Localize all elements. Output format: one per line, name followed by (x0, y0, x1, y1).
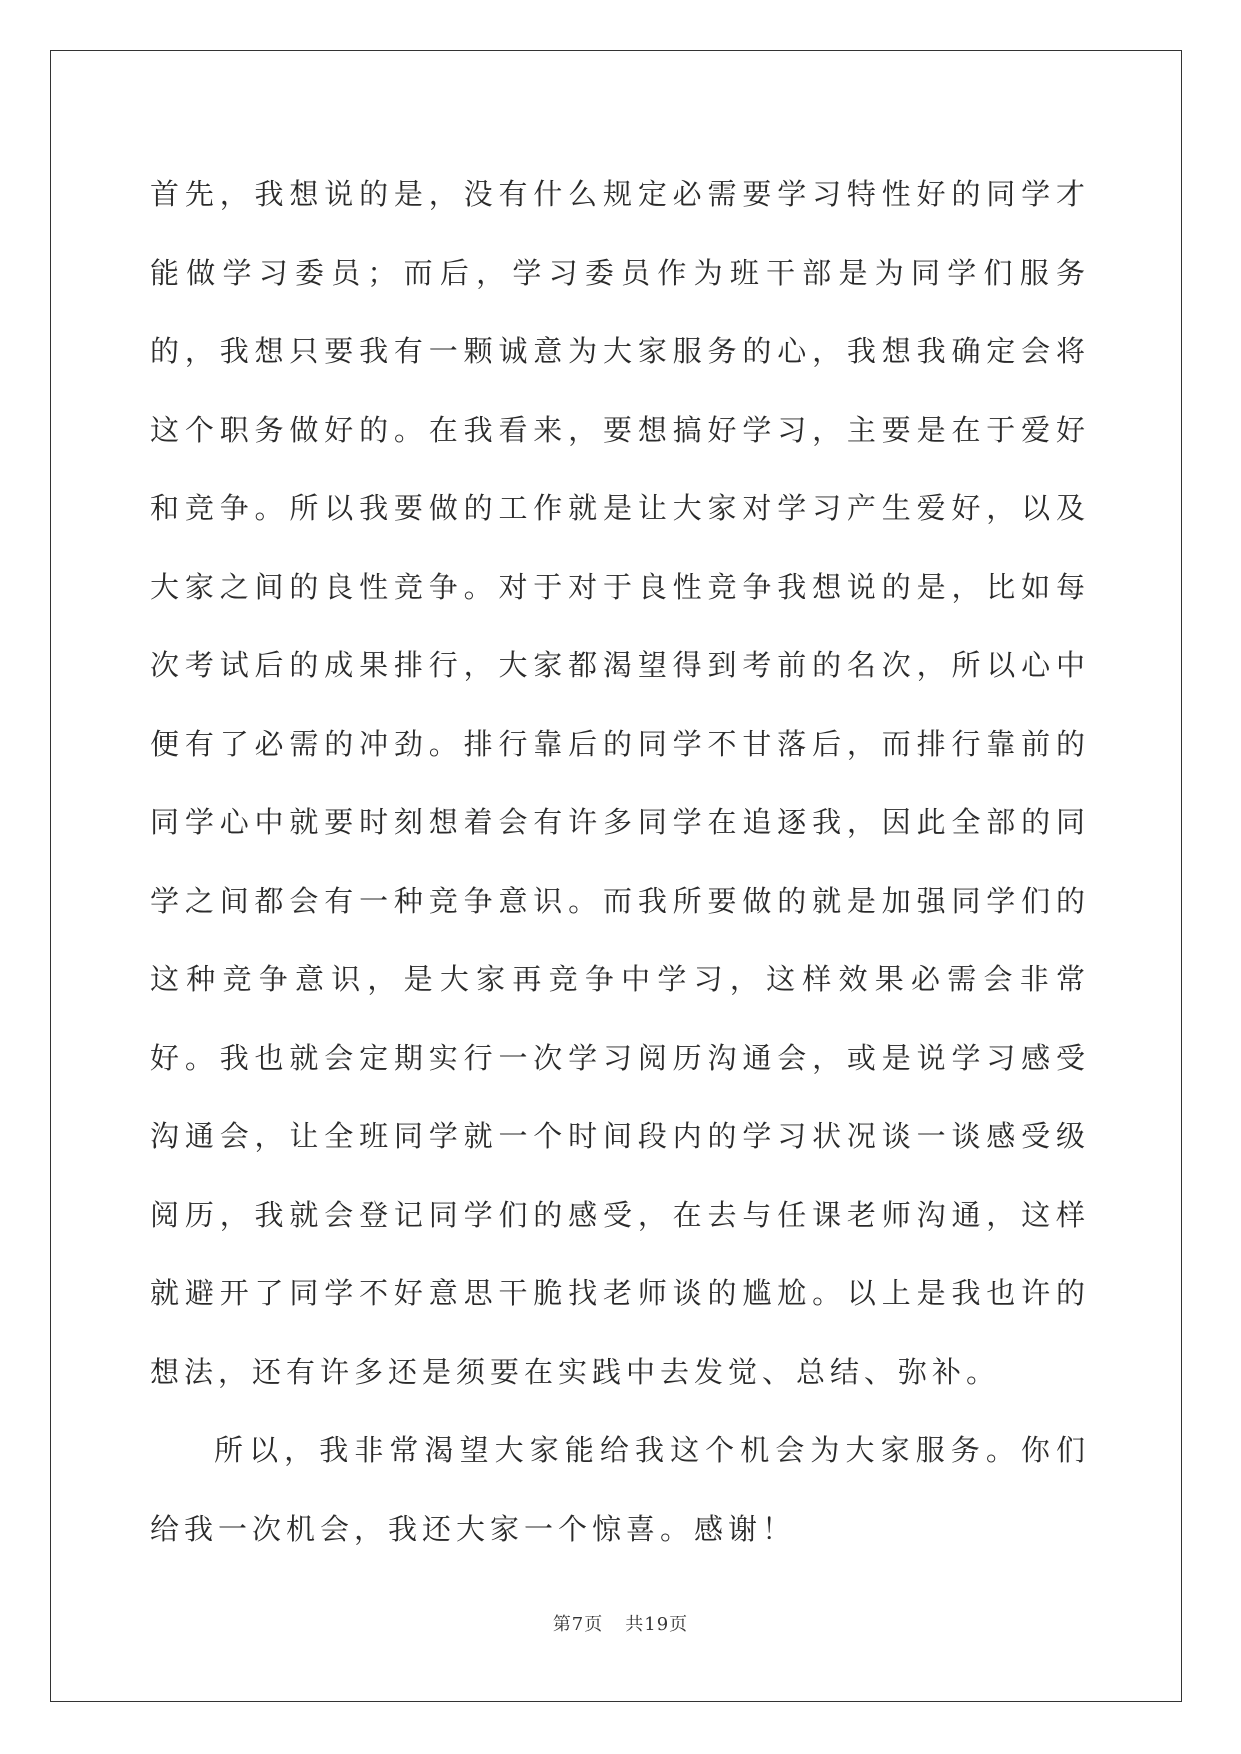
page-total: 共19页 (625, 1614, 689, 1635)
document-body (150, 155, 1090, 1568)
paragraph-1: 首先，我想说的是，没有什么规定必需要学习特性好的同学才能做学习委员；而后，学习委员作为班干部是为同学们服务的，我想只要我有一颗诚意为大家服务的心，我想我确定会将这个职务做好的。在我看来，要想搞好学习，主要是在于爱好和竞争。所以我要做的工作就是让大家对学习产生爱好，以及大家之间的良性竞争。对于对于良性竞争我想说的是，比如每次考试后的成果排行，大家都渴望得到考前的名次，所以心中便有了必需的冲劲。排行靠后的同学不甘落后，而排行靠前的同学心中就要时刻想着会有许多同学在追逐我，因此全部的同学之间都会有一种竞争意识。而我所要做的就是加强同学们的这种竞争意识，是大家再竞争中学习，这样效果必需会非常好。我也就会定期实行一次学习阅历沟通会，或是说学习感受沟通会，让全班同学就一个时间段内的学习状况谈一谈感受级阅历，我就会登记同学们的感受，在去与任课老师沟通，这样就避开了同学不好意思干脆找老师谈的尴尬。以上是我也许的想法，还有许多还是须要在实践中去发觉、总结、弥补。 (150, 177, 1090, 1389)
paragraph-2: 所以，我非常渴望大家能给我这个机会为大家服务。你们给我一次机会，我还大家一个惊喜。感谢！ (150, 1433, 1090, 1546)
page-number: 第7页 (552, 1614, 604, 1635)
page-footer (0, 1610, 1241, 1636)
